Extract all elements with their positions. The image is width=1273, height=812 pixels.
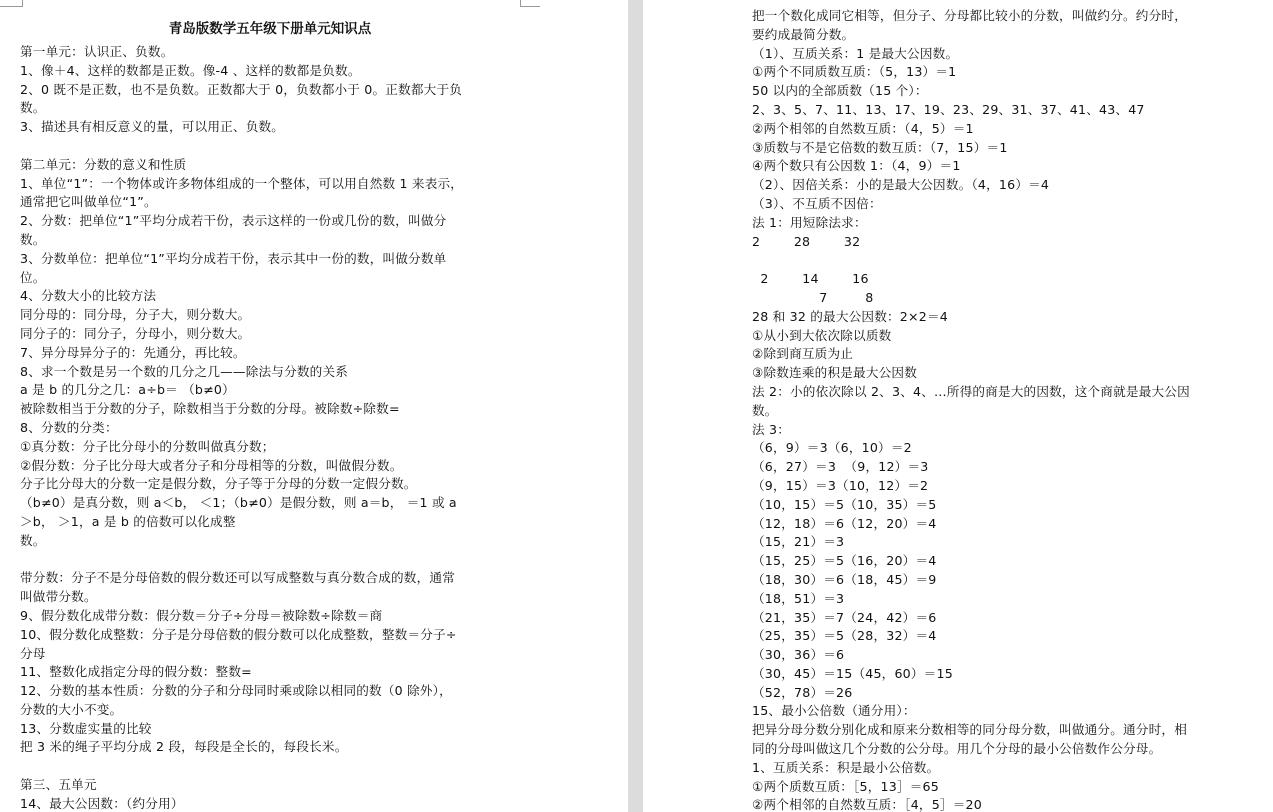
text-line: 同分母的：同分母，分子大，则分数大。 xyxy=(20,307,251,323)
text-line: ①从小到大依次除以质数 xyxy=(752,327,892,343)
text-line: ④两个数只有公因数 1：（4，9）＝1 xyxy=(752,158,961,174)
text-line: 第二单元：分数的意义和性质 xyxy=(20,156,187,172)
text-line: 28 和 32 的最大公因数：2×2＝4 xyxy=(752,308,948,324)
text-line: 2 14 16 xyxy=(752,271,869,287)
text-line: （25，35）＝5（28，32）＝4 xyxy=(752,628,937,644)
text-line: 1、单位“1”：一个物体或许多物体组成的一个整体，可以用自然数 1 来表示， xyxy=(20,175,464,191)
text-line: 11、整数化成指定分母的假分数：整数= xyxy=(20,664,252,680)
text-line: ②除到商互质为止 xyxy=(752,346,854,362)
text-line: （1）、互质关系：1 是最大公因数。 xyxy=(752,45,959,61)
text-line: 15、最小公倍数（通分用）： xyxy=(752,703,916,719)
text-line xyxy=(20,757,526,776)
text-line: （3）、不互质不因倍： xyxy=(752,195,882,211)
text-line: （b≠0）是真分数，则 a＜b， ＜1；（b≠0）是假分数，则 a＝b， ＝1 或 a xyxy=(20,495,457,511)
crop-mark xyxy=(0,6,22,7)
text-line: 数。 xyxy=(20,100,46,116)
text-line: （18，51）＝3 xyxy=(752,590,845,606)
left-page-text xyxy=(20,43,526,812)
document-page-right xyxy=(643,0,1273,812)
text-line: 3、分数单位：把单位“1”平均分成若干份，表示其中一份的数，叫做分数单 xyxy=(20,250,447,266)
text-line: 数。 xyxy=(752,402,778,418)
text-line: 分子比分母大的分数一定是假分数，分子等于分母的分数一定假分数。 xyxy=(20,476,417,492)
text-line: （30，36）＝6 xyxy=(752,647,845,663)
text-line: （15，25）＝5（16，20）＝4 xyxy=(752,553,937,569)
text-line: 50 以内的全部质数（15 个）： xyxy=(752,83,928,99)
text-line: 7 8 xyxy=(752,289,874,305)
text-line: ③除数连乘的积是最大公因数 xyxy=(752,365,918,381)
text-line: 2、0 既不是正数，也不是负数。正数都大于 0，负数都小于 0。正数都大于负 xyxy=(20,81,463,97)
text-line: 8、分数的分类： xyxy=(20,419,118,435)
text-line: 4、分数大小的比较方法 xyxy=(20,288,157,304)
text-line: ①两个质数互质：［5，13］＝65 xyxy=(752,778,939,794)
text-line: 被除数相当于分数的分子，除数相当于分数的分母。被除数÷除数= xyxy=(20,401,400,417)
text-line: 同的分母叫做这几个分数的公分母。用几个分母的最小公倍数作公分母。 xyxy=(752,741,1162,757)
text-line: 把异分母分数分别化成和原来分数相等的同分母分数，叫做通分。通分时，相 xyxy=(752,722,1187,738)
text-line: 分母 xyxy=(20,645,46,661)
text-line: ①真分数：分子比分母小的分数叫做真分数； xyxy=(20,438,275,454)
text-line: 把 3 米的绳子平均分成 2 段，每段是全长的，每段长米。 xyxy=(20,739,348,755)
crop-mark xyxy=(520,6,540,7)
text-line xyxy=(20,551,526,570)
text-line: 2、3、5、7、11、13、17、19、23、29、31、37、41、43、47 xyxy=(752,101,1145,117)
text-line: 叫做带分数。 xyxy=(20,589,97,605)
right-page-text xyxy=(752,7,1262,812)
text-line: 8、求一个数是另一个数的几分之几——除法与分数的关系 xyxy=(20,363,349,379)
text-line: ②两个相邻的自然数互质：（4，5）＝1 xyxy=(752,120,974,136)
text-line: （6，9）＝3（6，10）＝2 xyxy=(752,440,912,456)
text-line: 把一个数化成同它相等，但分子、分母都比较小的分数，叫做约分。约分时， xyxy=(752,8,1187,23)
text-line xyxy=(20,137,526,156)
text-line: （30，45）＝15（45，60）＝15 xyxy=(752,665,953,681)
text-line: 通常把它叫做单位“1”。 xyxy=(20,194,157,210)
text-line: （9，15）＝3（10，12）＝2 xyxy=(752,477,929,493)
text-line: 13、分数虚实量的比较 xyxy=(20,720,152,736)
text-line: 同分子的：同分子，分母小，则分数大。 xyxy=(20,325,251,341)
text-line: （15，21）＝3 xyxy=(752,534,845,550)
crop-mark xyxy=(520,0,521,7)
text-line: a 是 b 的几分之几：a÷b＝ （b≠0） xyxy=(20,382,235,398)
text-line: 第三、五单元 xyxy=(20,777,97,793)
text-line: 14、最大公因数：（约分用） xyxy=(20,795,184,811)
text-line xyxy=(752,251,1262,270)
text-line: （6，27）＝3 （9，12）＝3 xyxy=(752,459,929,475)
text-line: 法 3： xyxy=(752,421,791,437)
text-line: 12、分数的基本性质：分数的分子和分母同时乘或除以相同的数（0 除外）， xyxy=(20,683,452,699)
text-line: 分数的大小不变。 xyxy=(20,701,123,717)
text-line: 2、分数：把单位“1”平均分成若干份，表示这样的一份或几份的数，叫做分 xyxy=(20,213,447,229)
text-line: 要约成最简分数。 xyxy=(752,26,855,42)
text-line: 9、假分数化成带分数：假分数＝分子÷分母＝被除数÷除数＝商 xyxy=(20,607,383,623)
text-line: （10，15）＝5（10，35）＝5 xyxy=(752,496,937,512)
text-line: 第一单元：认识正、负数。 xyxy=(20,44,174,59)
crop-mark xyxy=(22,0,23,7)
text-line: （52，78）＝26 xyxy=(752,684,853,700)
text-line: 7、异分母异分子的：先通分，再比较。 xyxy=(20,344,246,360)
text-line: ②两个相邻的自然数互质：［4，5］＝20 xyxy=(752,797,982,812)
document-title: 青岛版数学五年级下册单元知识点 xyxy=(168,21,372,37)
text-line: 位。 xyxy=(20,269,46,285)
text-line: （18，30）＝6（18，45）＝9 xyxy=(752,571,937,587)
text-line: 2 28 32 xyxy=(752,233,861,249)
text-line: （2）、因倍关系：小的是最大公因数。（4，16）＝4 xyxy=(752,177,1050,193)
text-line: 带分数：分子不是分母倍数的假分数还可以写成整数与真分数合成的数，通常 xyxy=(20,570,455,586)
text-line: ＞b， ＞1，a 是 b 的倍数可以化成整 xyxy=(20,513,236,529)
text-line: 数。 xyxy=(20,231,46,247)
text-line: 1、像＋4、这样的数都是正数。像-4 、这样的数都是负数。 xyxy=(20,62,361,78)
text-line: ③质数与不是它倍数的数互质：（7，15）＝1 xyxy=(752,139,1008,155)
text-line: （21，35）＝7（24，42）＝6 xyxy=(752,609,937,625)
text-line: 法 2：小的依次除以 2、3、4、…所得的商是大的因数，这个商就是最大公因 xyxy=(752,383,1190,399)
text-line: 3、描述具有相反意义的量，可以用正、负数。 xyxy=(20,119,285,135)
text-line: 数。 xyxy=(20,532,46,548)
text-line: 10、假分数化成整数：分子是分母倍数的假分数可以化成整数，整数＝分子÷ xyxy=(20,626,457,642)
text-line: 1、互质关系：积是最小公倍数。 xyxy=(752,759,940,775)
text-line: （12，18）＝6（12，20）＝4 xyxy=(752,515,937,531)
text-line: 法 1：用短除法求： xyxy=(752,214,867,230)
text-line: ①两个不同质数互质：（5，13）＝1 xyxy=(752,64,957,80)
document-page-left xyxy=(0,0,628,812)
page-gutter xyxy=(628,0,643,812)
text-line: ②假分数：分子比分母大或者分子和分母相等的分数，叫做假分数。 xyxy=(20,457,403,473)
